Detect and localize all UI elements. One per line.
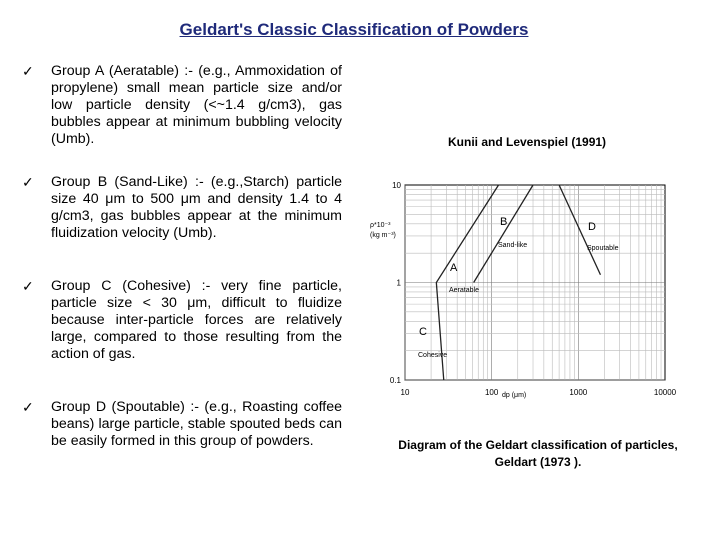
- bullet-group-a: [22, 63, 342, 148]
- region-c-letter: C: [419, 326, 427, 338]
- checkmark-icon: ✓: [22, 399, 34, 415]
- bullet-text: Group A (Aeratable) :- (e.g., Ammoxidation of propylene) small mean particle size and/or low particle density (<~1.4 g/cm3), gas bubbles appear at minimum bubbling velocity (Umb).: [51, 63, 342, 147]
- y-tick-label: 1: [396, 278, 401, 288]
- x-tick-labels: [401, 388, 677, 397]
- region-a-letter: A: [450, 262, 458, 274]
- region-b-name: Sand-like: [498, 242, 528, 249]
- bullet-text: Group B (Sand-Like) :- (e.g.,Starch) particle size 40 μm to 500 μm and density 1.4 to 4 g/cm3, gas bubbles appear at the minimum fluidization velocity (Umb).: [51, 174, 342, 241]
- bullet-text: Group D (Spoutable) :- (e.g., Roasting coffee beans) large particle, stable spouted beds can be easily formed in this group of powders.: [51, 399, 342, 449]
- checkmark-icon: ✓: [22, 278, 34, 294]
- geldart-diagram: [360, 175, 680, 405]
- region-d-name: Spoutable: [587, 245, 619, 252]
- grid: [405, 185, 665, 380]
- region-b-letter: B: [500, 216, 508, 228]
- bullet-list: [22, 63, 342, 450]
- x-tick-label: 10: [400, 388, 410, 397]
- page-title: Geldart's Classic Classification of Powders: [179, 20, 529, 39]
- bullet-group-b: [22, 174, 342, 242]
- region-c-name: Cohesive: [418, 352, 448, 359]
- bullet-text: Group C (Cohesive) :- very fine particle, particle size < 30 μm, difficult to fluidize because inter-particle forces are relatively large, compared to those resulting from the action of gas.: [51, 278, 342, 362]
- x-tick-label: 100: [484, 388, 499, 397]
- bullet-group-d: [22, 399, 342, 450]
- y-tick-label: 0.1: [389, 376, 401, 385]
- y-tick-label: 10: [392, 181, 401, 190]
- region-d-letter: D: [588, 221, 596, 233]
- y-axis-label: ρ*10⁻³: [370, 222, 391, 229]
- region-a-name: Aeratable: [449, 287, 479, 294]
- y-tick-labels: [390, 181, 402, 385]
- x-tick-label: 1000: [569, 388, 588, 397]
- bullet-group-c: [22, 278, 342, 363]
- checkmark-icon: ✓: [22, 174, 34, 190]
- y-axis-unit: (kg m⁻³): [370, 232, 396, 239]
- figure-caption: Diagram of the Geldart classification of particles, Geldart (1973 ).: [398, 438, 678, 469]
- x-axis-label: dp (μm): [502, 392, 527, 399]
- checkmark-icon: ✓: [22, 63, 34, 79]
- x-tick-label: 10000: [653, 388, 677, 397]
- figure-credit: Kunii and Levenspiel (1991): [448, 135, 607, 149]
